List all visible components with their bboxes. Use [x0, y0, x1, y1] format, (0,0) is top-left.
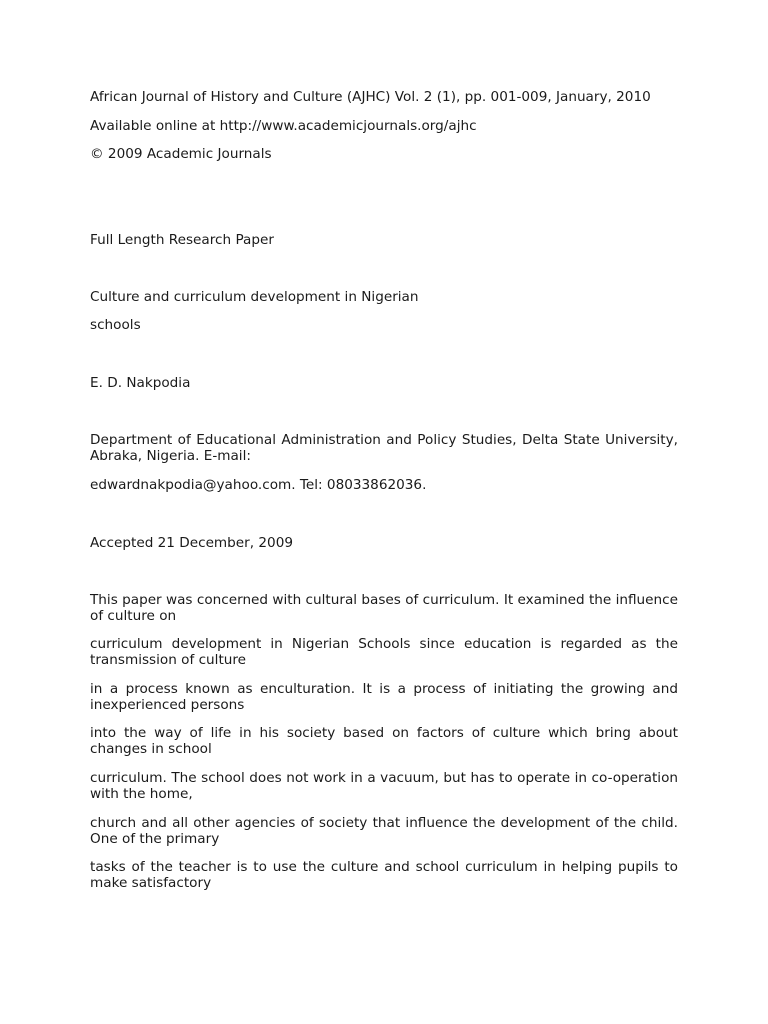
abstract-paragraph: into the way of life in his society based on factors of culture which bring about changes in school [90, 725, 678, 757]
copyright-line: © 2009 Academic Journals [90, 146, 272, 162]
document-page [90, 0, 678, 1024]
author-affiliation: Department of Educational Administration and Policy Studies, Delta State University, Abraka, Nigeria. E-mail: [90, 432, 678, 464]
accepted-date: Accepted 21 December, 2009 [90, 535, 293, 551]
author-name: E. D. Nakpodia [90, 375, 191, 391]
journal-citation: African Journal of History and Culture (AJHC) Vol. 2 (1), pp. 001-009, January, 2010 [90, 89, 651, 105]
abstract-paragraph: This paper was concerned with cultural bases of curriculum. It examined the influence of culture on [90, 592, 678, 624]
abstract-paragraph: in a process known as enculturation. It is a process of initiating the growing and inexperienced persons [90, 681, 678, 713]
article-title-line-2: schools [90, 317, 141, 333]
availability-line: Available online at http://www.academicjournals.org/ajhc [90, 118, 477, 134]
author-contact: edwardnakpodia@yahoo.com. Tel: 08033862036. [90, 477, 427, 493]
abstract-paragraph: curriculum. The school does not work in a vacuum, but has to operate in co-operation with the home, [90, 770, 678, 802]
abstract-paragraph: tasks of the teacher is to use the culture and school curriculum in helping pupils to make satisfactory [90, 859, 678, 891]
abstract-paragraph: curriculum development in Nigerian Schools since education is regarded as the transmission of culture [90, 636, 678, 668]
article-title-line-1: Culture and curriculum development in Nigerian [90, 289, 419, 305]
abstract-paragraph: church and all other agencies of society that influence the development of the child. One of the primary [90, 815, 678, 847]
article-type: Full Length Research Paper [90, 232, 274, 248]
